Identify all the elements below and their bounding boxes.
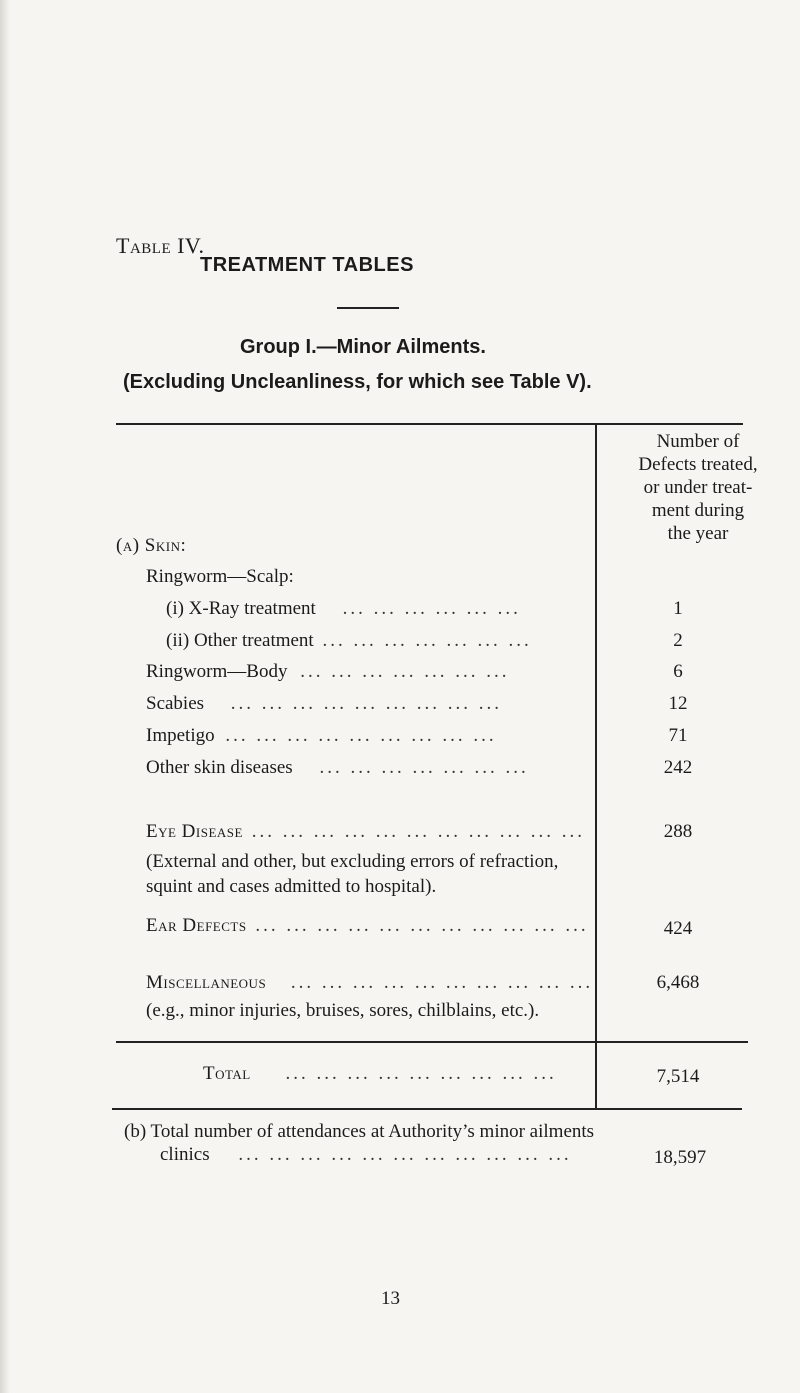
row-value: 6 [673,661,683,682]
row-value: 424 [663,918,693,939]
table-row [146,757,529,779]
table-row [146,661,509,683]
section-b-clinics [160,1144,572,1166]
attendances-value: 18,597 [653,1147,707,1168]
row-note: squint and cases admitted to hospital). [146,876,437,897]
table-row [166,630,532,652]
column-header-line: ment during [651,500,745,521]
dot-leader: ... ... ... ... ... ... ... ... ... ... ... [251,821,585,842]
row-label: Miscellaneous [146,972,267,993]
column-header [600,430,796,545]
exclusion-note: (Excluding Uncleanliness, for which see Table V). [123,371,592,393]
title-underline [337,307,399,309]
eye-disease-row [146,821,585,843]
dot-leader: ... ... ... ... ... ... ... ... ... ... [290,972,594,993]
ringworm-scalp-heading: Ringworm—Scalp: [146,566,294,587]
row-value: 71 [668,725,688,746]
column-divider [595,423,597,1109]
total-rule-left [116,1041,596,1043]
miscellaneous-row [146,972,593,994]
dot-leader: ... ... ... ... ... ... ... [300,661,510,682]
row-label: Ear Defects [146,915,247,936]
row-value: 1 [673,598,683,619]
row-value: 242 [663,757,693,778]
row-label: Ringworm—Body [146,661,288,682]
page-title: TREATMENT TABLES [200,254,414,276]
table-top-rule [116,423,743,425]
column-header-line: the year [667,523,729,544]
row-label: (i) X-Ray treatment [166,598,316,619]
dot-leader: ... ... ... ... ... ... ... [322,630,532,651]
column-header-line: Defects treated, [638,454,758,475]
row-value: 288 [663,821,693,842]
column-header-line: or under treat- [643,477,753,498]
row-label: Impetigo [146,725,215,746]
page-edge-shadow [0,0,10,1393]
dot-leader: ... ... ... ... ... ... ... [319,757,529,778]
table-row [146,725,497,747]
dot-leader: ... ... ... ... ... ... ... ... ... ... ... [255,915,589,936]
row-value: 6,468 [656,972,700,993]
table-number-label: Table IV. [116,233,205,258]
total-row [203,1063,557,1085]
dot-leader: ... ... ... ... ... ... ... ... ... [225,725,497,746]
row-label: clinics [160,1144,210,1165]
dot-leader: ... ... ... ... ... ... ... ... ... [285,1063,557,1084]
row-label: (ii) Other treatment [166,630,314,651]
section-a-heading: (a) Skin: [116,535,187,556]
row-label: Total [203,1063,251,1084]
row-note: (e.g., minor injuries, bruises, sores, chilblains, etc.). [146,1000,540,1021]
table-row [146,693,502,715]
column-header-line: Number of [656,431,740,452]
table-bottom-rule [112,1108,742,1110]
row-value: 12 [668,693,688,714]
row-value: 2 [673,630,683,651]
total-value: 7,514 [656,1066,700,1087]
table-row [166,598,521,620]
row-note: (External and other, but excluding errors of refraction, [146,851,559,872]
page-number: 13 [381,1288,400,1309]
total-rule-right [596,1041,748,1043]
row-label: Eye Disease [146,821,243,842]
dot-leader: ... ... ... ... ... ... ... ... ... [230,693,503,714]
dot-leader: ... ... ... ... ... ... [342,598,521,619]
ear-defects-row [146,915,589,937]
row-label: Other skin diseases [146,757,293,778]
row-label: Scabies [146,693,205,714]
group-subtitle: Group I.—Minor Ailments. [240,336,486,358]
dot-leader: ... ... ... ... ... ... ... ... ... ... ... [238,1144,572,1165]
section-b-line: (b) Total number of attendances at Authority’s minor ailments [124,1121,595,1142]
